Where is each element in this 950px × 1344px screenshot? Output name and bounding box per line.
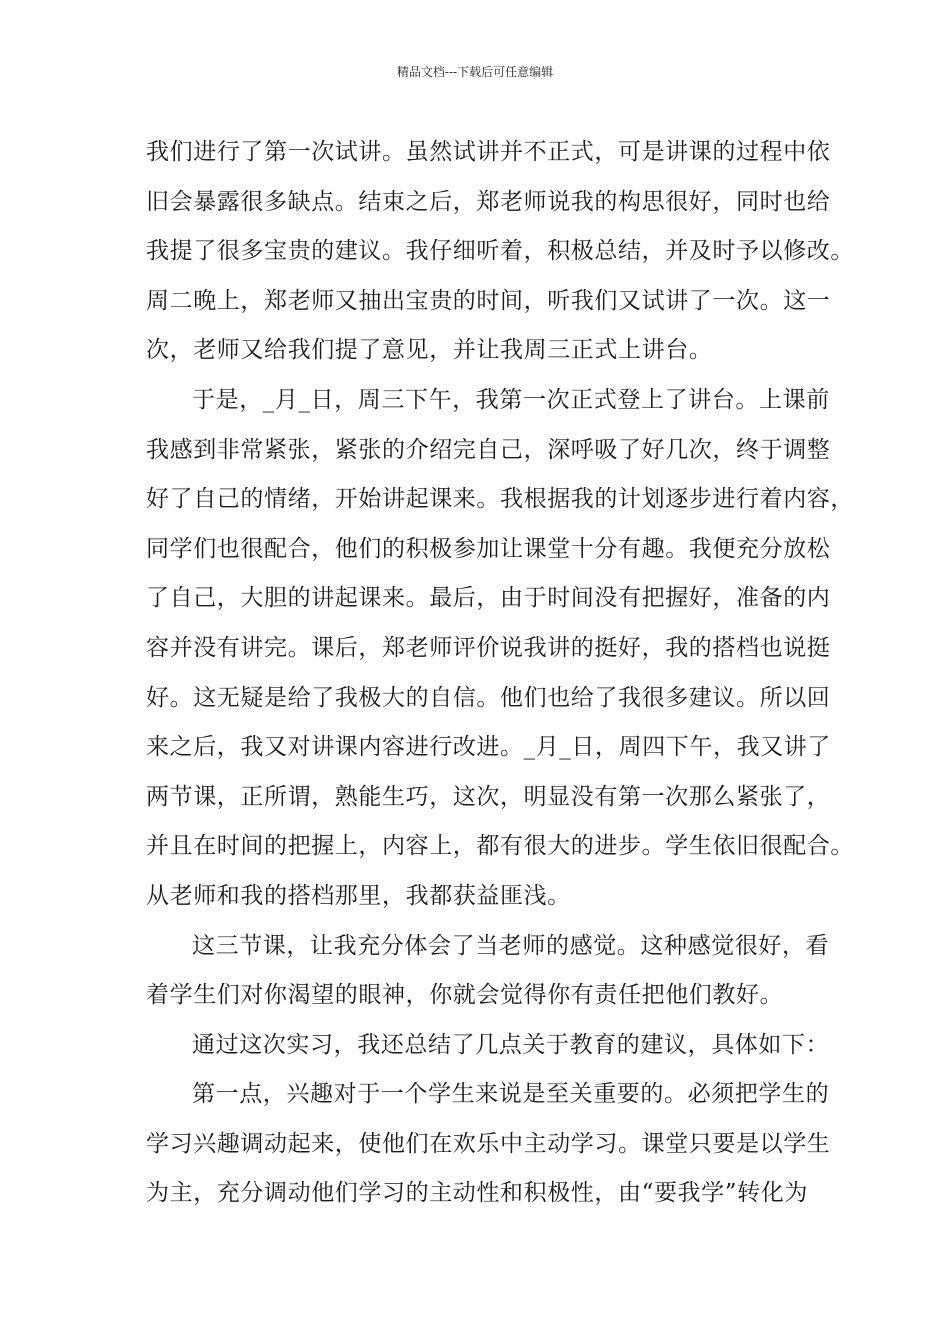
- paragraph-start-line: 这三节课，让我充分体会了当老师的感觉。这种感觉很好，看: [192, 932, 830, 959]
- text-line: 我们进行了第一次试讲。虽然试讲并不正式，可是讲课的过程中依: [146, 139, 831, 165]
- text-line: 同学们也很配合，他们的积极参加让课堂十分有趣。我便充分放松: [146, 535, 831, 562]
- text-line: 来之后，我又对讲课内容进行改进。_月_日，周四下午，我又讲了: [146, 734, 831, 761]
- text-line: 从老师和我的搭档那里，我都获益匪浅。: [146, 882, 571, 909]
- page-header: 精品文档---下载后可任意编辑: [396, 65, 554, 79]
- text-line: 我提了很多宝贵的建议。我仔细听着，积极总结，并及时予以修改。: [146, 238, 854, 265]
- text-line: 好了自己的情绪，开始讲起课来。我根据我的计划逐步进行着内容，: [146, 486, 854, 513]
- text-line: 次，老师又给我们提了意见，并让我周三正式上讲台。: [146, 337, 713, 364]
- paragraph-start-line: 通过这次实习，我还总结了几点关于教育的建议，具体如下：: [192, 1031, 830, 1058]
- text-line: 好。这无疑是给了我极大的自信。他们也给了我很多建议。所以回: [146, 684, 831, 711]
- text-line: 学习兴趣调动起来，使他们在欢乐中主动学习。课堂只要是以学生: [146, 1130, 831, 1157]
- text-line: 为主，充分调动他们学习的主动性和积极性，由“要我学”转化为: [146, 1180, 808, 1207]
- text-line: 我感到非常紧张，紧张的介绍完自己，深呼吸了好几次，终于调整: [146, 436, 831, 463]
- paragraph-start-line: 第一点，兴趣对于一个学生来说是至关重要的。必须把学生的: [192, 1081, 830, 1108]
- text-line: 旧会暴露很多缺点。结束之后，郑老师说我的构思很好，同时也给: [146, 188, 831, 215]
- text-line: 着学生们对你渴望的眼神，你就会觉得你有责任把他们教好。: [146, 982, 784, 1009]
- text-line: 容并没有讲完。课后，郑老师评价说我讲的挺好，我的搭档也说挺: [146, 634, 831, 661]
- paragraph-start-line: 于是，_月_日，周三下午，我第一次正式登上了讲台。上课前: [192, 386, 830, 413]
- text-line: 两节课，正所谓，熟能生巧，这次，明显没有第一次那么紧张了，: [146, 783, 831, 810]
- document-body: [146, 128, 854, 1219]
- text-line: 周二晚上，郑老师又抽出宝贵的时间，听我们又试讲了一次。这一: [146, 287, 831, 314]
- text-line: 了自己，大胆的讲起课来。最后，由于时间没有把握好，准备的内: [146, 585, 831, 612]
- text-line: 并且在时间的把握上，内容上，都有很大的进步。学生依旧很配合。: [146, 833, 854, 860]
